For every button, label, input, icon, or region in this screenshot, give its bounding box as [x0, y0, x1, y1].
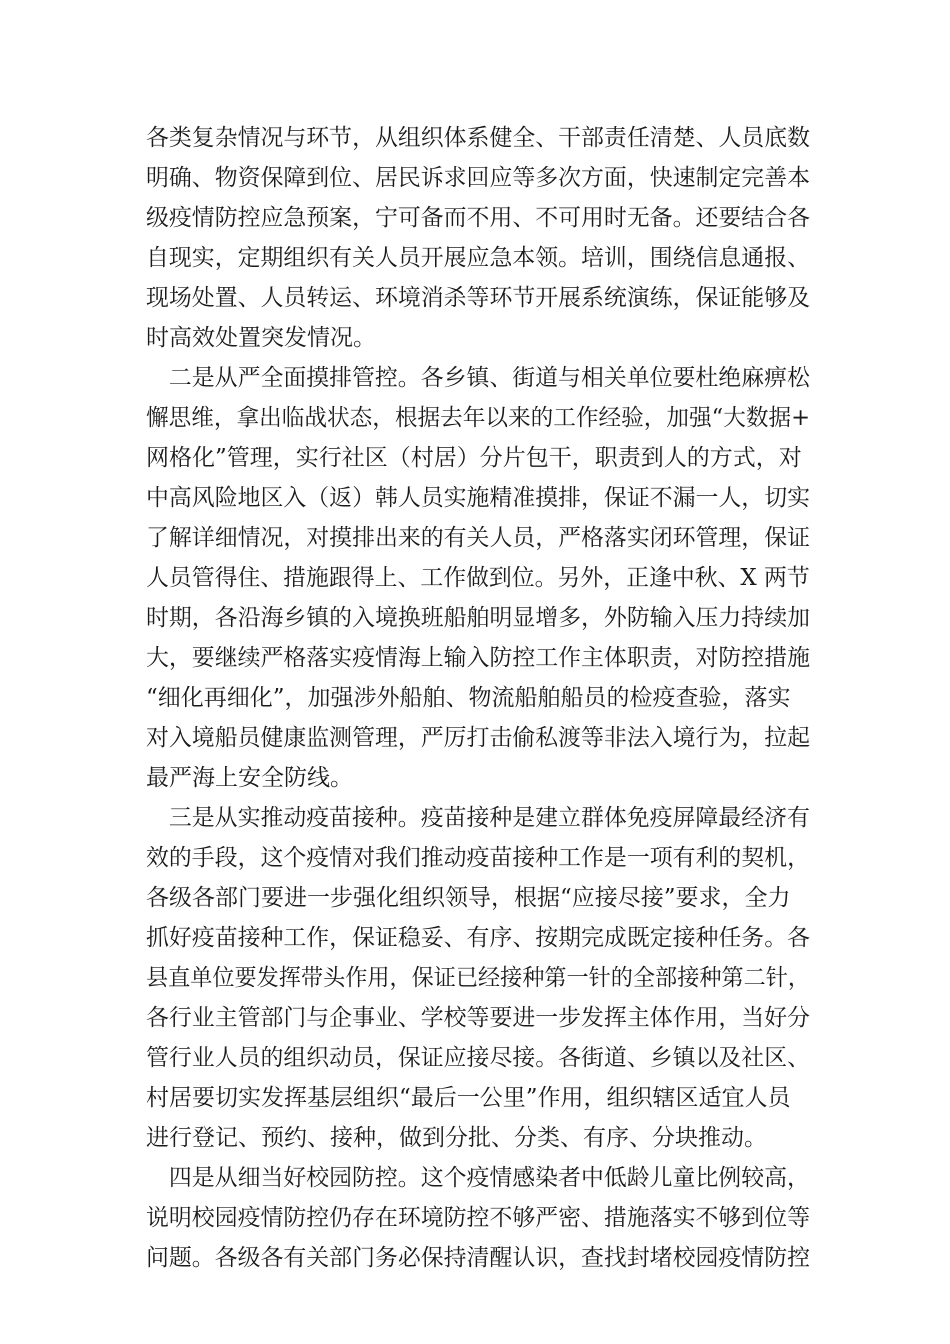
text-line: 网格化”管理，实行社区（村居）分片包干，职责到人的方式，对 — [146, 445, 802, 471]
text-line: 问题。各级各有关部门务必保持清醒认识，查找封堵校园疫情防控 — [146, 1245, 810, 1271]
text-line: 级疫情防控应急预案，宁可备而不用、不可用时无备。还要结合各 — [146, 205, 810, 231]
text-line: 各类复杂情况与环节，从组织体系健全、干部责任清楚、人员底数 — [146, 125, 810, 151]
text-line: 了解详细情况，对摸排出来的有关人员，严格落实闭环管理，保证 — [146, 525, 810, 551]
text-line: 自现实，定期组织有关人员开展应急本领。培训，围绕信息通报、 — [146, 245, 810, 271]
text-line: 大，要继续严格落实疫情海上输入防控工作主体职责，对防控措施 — [146, 645, 810, 671]
text-line: 时期，各沿海乡镇的入境换班船舶明显增多，外防输入压力持续加 — [146, 605, 810, 631]
text-line: 效的手段，这个疫情对我们推动疫苗接种工作是一项有利的契机， — [146, 845, 810, 871]
paragraph-first-line: 二是从严全面摸排管控。各乡镇、街道与相关单位要杜绝麻痹松 — [168, 365, 810, 391]
text-line: 各行业主管部门与企事业、学校等要进一步发挥主体作用，当好分 — [146, 1005, 810, 1031]
text-line: 进行登记、预约、接种，做到分批、分类、有序、分块推动。 — [146, 1125, 767, 1151]
text-line: 中高风险地区入（返）韩人员实施精准摸排，保证不漏一人，切实 — [146, 485, 810, 511]
text-line: 懈思维，拿出临战状态，根据去年以来的工作经验，加强“大数据+ — [146, 405, 811, 431]
text-line: 明确、物资保障到位、居民诉求回应等多次方面，快速制定完善本 — [146, 165, 810, 191]
paragraph-first-line: 三是从实推动疫苗接种。疫苗接种是建立群体免疫屏障最经济有 — [168, 805, 810, 831]
text-line: 县直单位要发挥带头作用，保证已经接种第一针的全部接种第二针， — [146, 965, 810, 991]
text-line: 时高效处置突发情况。 — [146, 325, 376, 351]
text-line: 说明校园疫情防控仍存在环境防控不够严密、措施落实不够到位等 — [146, 1205, 810, 1231]
text-line: 最严海上安全防线。 — [146, 765, 353, 791]
text-line: “细化再细化”，加强涉外船舶、物流船舶船员的检疫查验，落实 — [146, 685, 791, 711]
text-line: 管行业人员的组织动员，保证应接尽接。各街道、乡镇以及社区、 — [146, 1045, 810, 1071]
text-line: 各级各部门要进一步强化组织领导，根据“应接尽接”要求，全力 — [146, 885, 791, 911]
text-line: 抓好疫苗接种工作，保证稳妥、有序、按期完成既定接种任务。各 — [146, 925, 810, 951]
text-line: 现场处置、人员转运、环境消杀等环节开展系统演练，保证能够及 — [146, 285, 810, 311]
text-line: 人员管得住、措施跟得上、工作做到位。另外，正逢中秋、X 两节 — [146, 565, 810, 591]
text-line: 村居要切实发挥基层组织“最后一公里”作用，组织辖区适宜人员 — [146, 1085, 791, 1111]
paragraph-first-line: 四是从细当好校园防控。这个疫情感染者中低龄儿童比例较高， — [168, 1165, 810, 1191]
text-line: 对入境船员健康监测管理，严厉打击偷私渡等非法入境行为，拉起 — [146, 725, 810, 751]
